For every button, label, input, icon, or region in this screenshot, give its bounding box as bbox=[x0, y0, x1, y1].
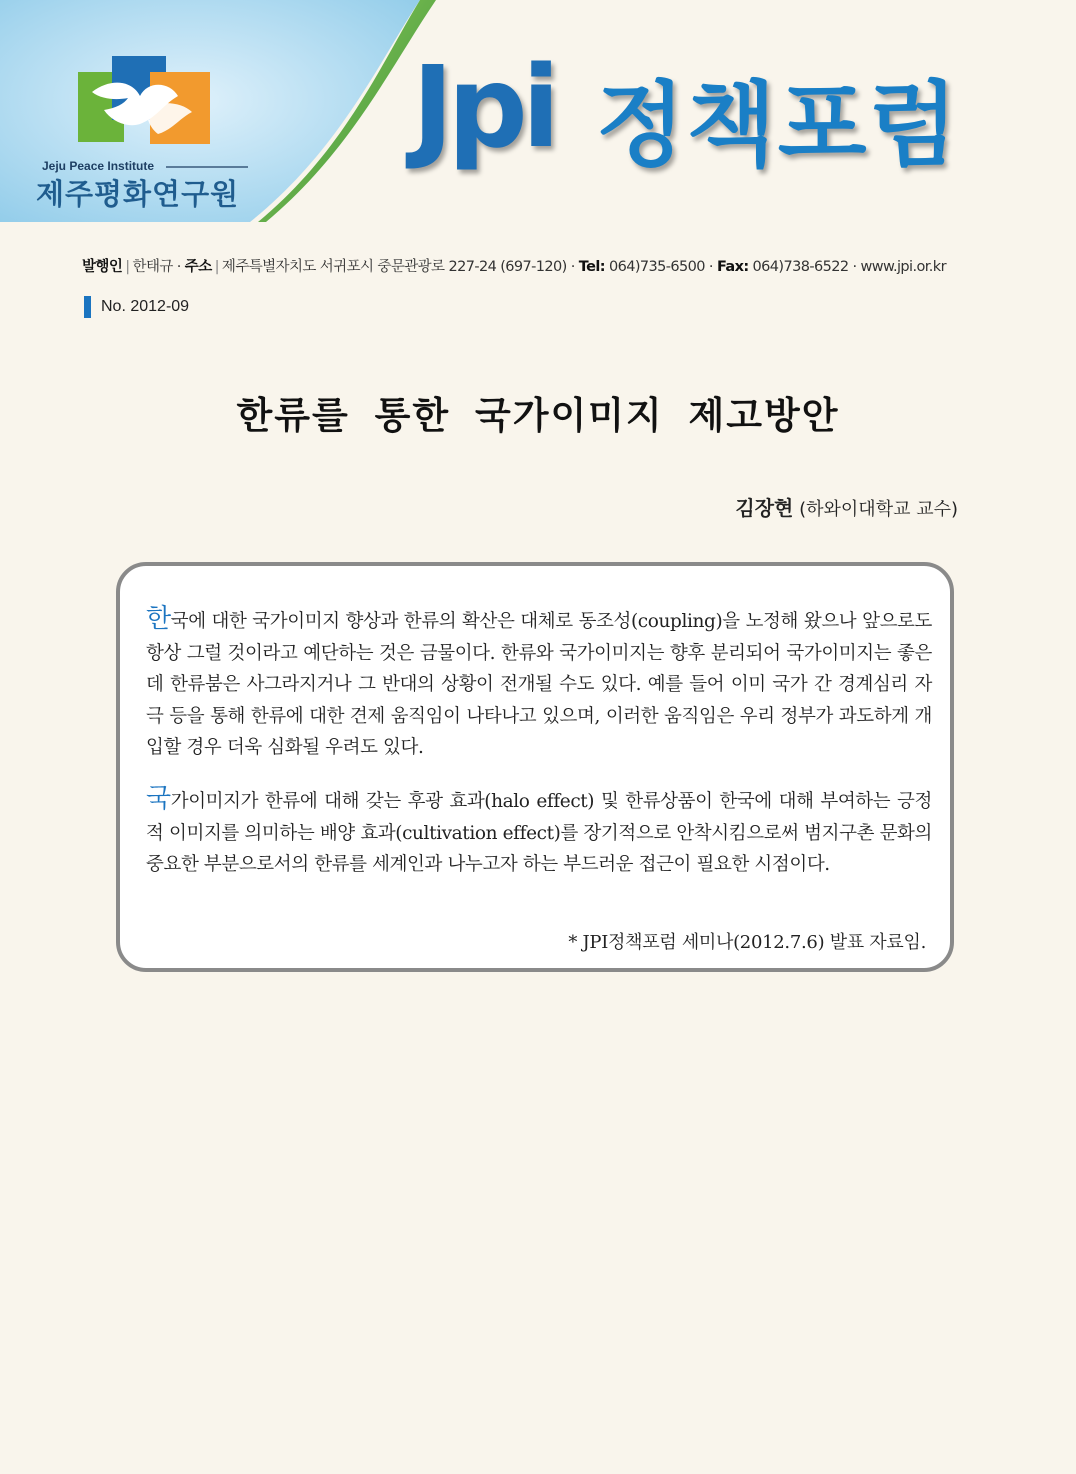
paragraph-2-text: 가이미지가 한류에 대해 갖는 후광 효과(halo effect) 및 한류상품이 한국에 대해 부여하는 긍정적 이미지를 의미하는 배양 효과(cultivation effect)를 장기적으로 안착시킴으로써 범지구촌 문화의 중요한 부분으로서의 한류를 세계인과 나누고자 하는 부드러운 접근이 필요한 시점이다. bbox=[146, 791, 932, 875]
author-name: 김장현 bbox=[735, 496, 794, 520]
seminar-footnote: * JPI정책포럼 세미나(2012.7.6) 발표 자료임. bbox=[568, 932, 926, 953]
tel-number: 064)735-6500 bbox=[608, 259, 705, 275]
brand-forum-title: 정책포럼 bbox=[596, 72, 960, 179]
tel-label: Tel: bbox=[578, 259, 605, 275]
address: 제주특별자치도 서귀포시 중문관광로 227-24 (697-120) bbox=[221, 259, 567, 275]
fax-number: 064)738-6522 bbox=[752, 259, 849, 275]
summary-paragraph-1 bbox=[146, 604, 932, 764]
summary-paragraph-2 bbox=[146, 784, 932, 881]
author-line bbox=[735, 492, 958, 521]
brand-jpi-logo: Jpi bbox=[412, 43, 555, 173]
publisher-info: 발행인 | 한태규 · 주소 | 제주특별자치도 서귀포시 중문관광로 227-24 (697-120) · Tel: 064)735-6500 · Fax: 064)738-6522 · www.jpi.or.kr bbox=[82, 259, 946, 275]
paragraph-1-initial: 한 bbox=[146, 604, 171, 634]
paragraph-1-text: 국에 대한 국가이미지 향상과 한류의 확산은 대체로 동조성(coupling)을 노정해 왔으나 앞으로도 항상 그럴 것이라고 예단하는 것은 금물이다. 한류와 국가이미지는 향후 분리되어 국가이미지는 좋은데 한류붐은 사그라지거나 그 반대의 상황이 전개될 수도 있다. 예를 들어 이미 국가 간 경계심리 자극 등을 통해 한류에 대한 견제 움직임이 나타나고 있으며, 이러한 움직임은 우리 정부가 과도하게 개입할 경우 더욱 심화될 우려도 있다. bbox=[146, 611, 932, 758]
fax-label: Fax: bbox=[716, 259, 749, 275]
issue-number-text: No. 2012-09 bbox=[101, 298, 190, 315]
website-link[interactable]: www.jpi.or.kr bbox=[860, 259, 946, 275]
summary-box bbox=[116, 562, 954, 972]
issue-marker-bar bbox=[84, 296, 91, 318]
issue-number bbox=[84, 296, 189, 318]
address-label: 주소 bbox=[184, 259, 212, 275]
publisher-label: 발행인 bbox=[82, 259, 123, 275]
author-affiliation: (하와이대학교 교수) bbox=[799, 499, 958, 520]
document-title: 한류를 통한 국가이미지 제고방안 bbox=[236, 393, 840, 437]
paragraph-2-initial: 국 bbox=[146, 784, 171, 814]
institute-name-en: Jeju Peace Institute bbox=[42, 159, 155, 173]
publisher-name: 한태규 bbox=[132, 259, 173, 275]
institute-name-ko: 제주평화연구원 bbox=[36, 177, 240, 211]
header-banner bbox=[0, 0, 1076, 222]
